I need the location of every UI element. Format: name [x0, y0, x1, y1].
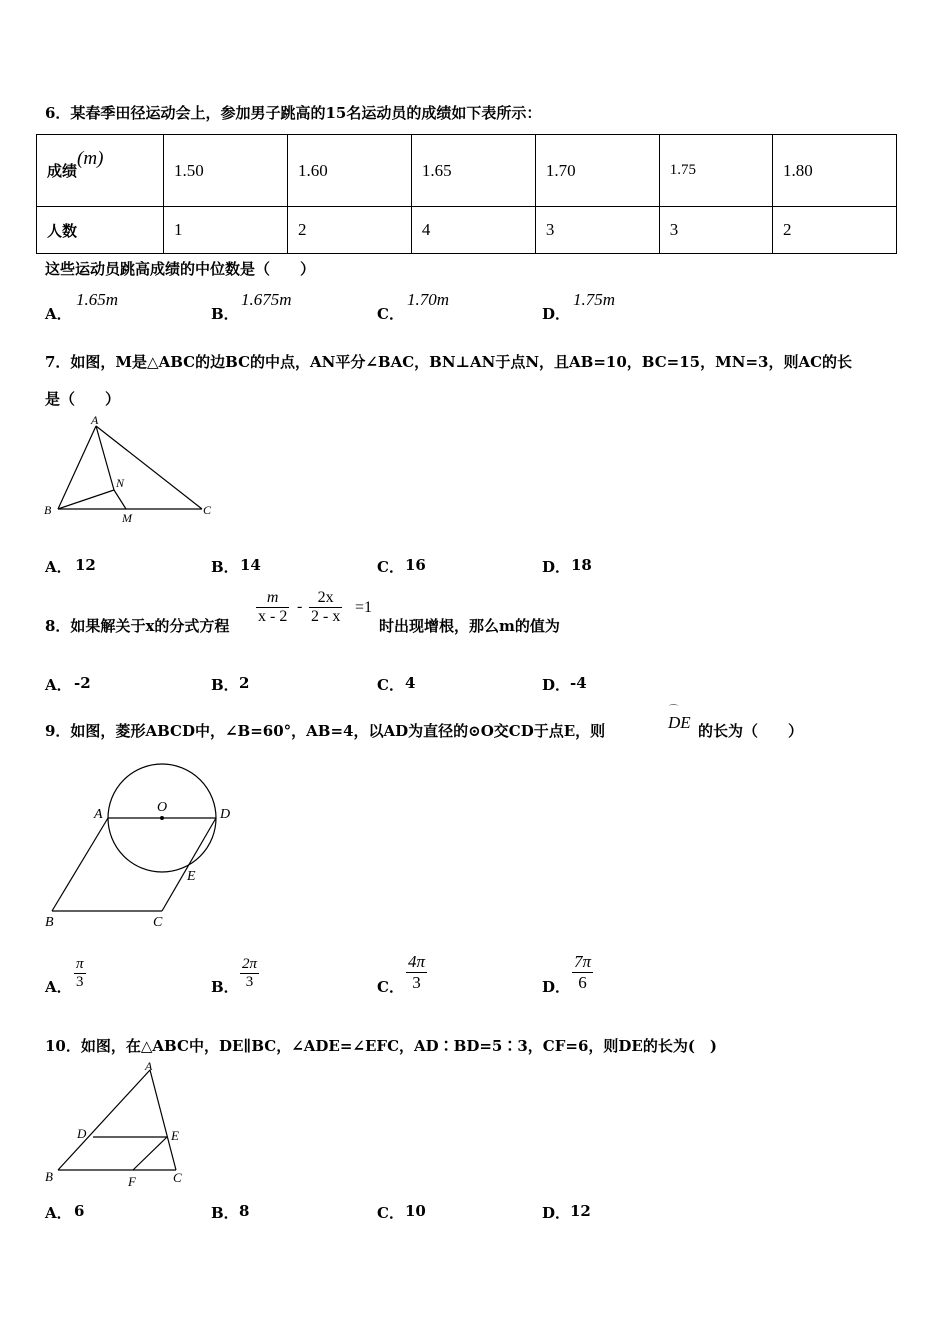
q8-option-c-value: 4	[405, 674, 416, 692]
q8-stem-before: 8．如果解关于x的分式方程	[45, 617, 230, 635]
table-cell: 1	[164, 207, 288, 254]
q6-score-table	[36, 134, 897, 254]
q8-fraction-1	[256, 589, 289, 626]
q6-option-a-label: A．	[45, 305, 72, 323]
row1-label: 成绩	[47, 161, 78, 180]
q8-option-a-label: A．	[45, 676, 72, 694]
q7-option-c-label: C．	[377, 558, 404, 576]
q9-option-a-fraction	[74, 956, 86, 991]
q9-option-c-label: C．	[377, 978, 404, 996]
q9-option-c-fraction	[406, 952, 427, 993]
q10-stem: 10．如图，在△ABC中，DE∥BC，∠ADE=∠EFC，AD∶BD=5∶3，CF=6，则DE的长为( )	[45, 1037, 718, 1055]
q9-option-a-label: A．	[45, 978, 72, 996]
segment-ef	[133, 1137, 167, 1170]
q9-option-b-fraction	[240, 956, 259, 991]
segment-ab	[58, 1070, 150, 1170]
label-a: A	[145, 1060, 153, 1073]
q8-stem-after: 时出现增根，那么m的值为	[379, 617, 560, 635]
table-cell: 4	[411, 207, 535, 254]
q6-option-d-value: 1.75m	[573, 290, 616, 309]
q9-stem-after: 的长为（ ）	[698, 722, 804, 740]
q7-triangle-figure	[40, 412, 230, 527]
fraction-numerator: 4π	[408, 952, 426, 971]
label-b: B	[45, 915, 54, 930]
q9-option-b-label: B．	[211, 978, 239, 996]
table-cell: 1.50	[164, 135, 288, 207]
q10-option-c-value: 10	[405, 1202, 426, 1220]
q8-minus: -	[297, 598, 303, 615]
q8-frac2-den: 2 - x	[311, 608, 341, 625]
segment-ac	[150, 1070, 176, 1170]
q8-option-b-value: 2	[239, 674, 250, 692]
q7-option-d-label: D．	[542, 558, 571, 576]
label-f: F	[128, 1174, 136, 1189]
label-e: E	[171, 1128, 179, 1143]
arc-mark-icon: ⌒	[669, 705, 679, 715]
table-cell: 1.75	[659, 135, 772, 207]
q7-option-b-value: 14	[240, 556, 261, 574]
q6-option-c-value: 1.70m	[407, 290, 450, 309]
q8-option-d-label: D．	[542, 676, 571, 694]
label-c: C	[173, 1170, 182, 1185]
q10-option-d-label: D．	[542, 1204, 571, 1222]
fraction-numerator: 2π	[242, 956, 258, 972]
q8-option-d-value: -4	[570, 674, 587, 692]
table-cell: 2	[287, 207, 411, 254]
table-cell: 1.65	[411, 135, 535, 207]
q9-stem-before: 9．如图，菱形ABCD中，∠B=60°，AB=4，以AD为直径的⊙O交CD于点E，则	[45, 722, 606, 740]
label-d: D	[77, 1126, 87, 1141]
segment-nm	[114, 490, 126, 509]
table-row	[37, 207, 897, 254]
q8-option-b-label: B．	[211, 676, 239, 694]
table-cell: 2	[773, 207, 897, 254]
q10-option-b-value: 8	[239, 1202, 250, 1220]
fraction-denominator: 3	[76, 974, 84, 990]
label-c: C	[153, 915, 163, 930]
q7-option-a-label: A．	[45, 558, 72, 576]
label-a: A	[91, 413, 99, 427]
segment-ac	[96, 426, 202, 509]
q8-equals: =1	[355, 599, 373, 616]
q8-frac1-num: m	[256, 589, 289, 608]
q7-option-d-value: 18	[571, 556, 592, 574]
q10-option-b-label: B．	[211, 1204, 239, 1222]
q7-stem-line2: 是（ ）	[45, 390, 121, 408]
q6-option-a-value: 1.65m	[76, 290, 119, 309]
label-c: C	[203, 503, 212, 517]
q6-option-c-label: C．	[377, 305, 404, 323]
label-n: N	[116, 476, 125, 490]
fraction-denominator: 3	[412, 973, 421, 992]
q10-option-a-label: A．	[45, 1204, 72, 1222]
q10-triangle-figure	[40, 1060, 200, 1195]
q8-frac1-den: x - 2	[258, 608, 288, 625]
q8-fraction-2	[309, 589, 342, 626]
q9-rhombus-figure	[40, 755, 250, 935]
segment-ab	[52, 818, 108, 911]
fraction-denominator: 6	[578, 973, 587, 992]
q10-option-a-value: 6	[74, 1202, 85, 1220]
table-cell: 1.70	[535, 135, 659, 207]
q10-option-d-value: 12	[570, 1202, 591, 1220]
label-b: B	[45, 1169, 53, 1184]
q6-option-b-value: 1.675m	[241, 290, 292, 309]
segment-an	[96, 426, 114, 490]
q8-frac2-num: 2x	[309, 589, 342, 608]
table-cell: 3	[535, 207, 659, 254]
label-o: O	[157, 800, 168, 815]
label-m: M	[122, 511, 132, 525]
segment-ab	[58, 426, 96, 509]
label-b: B	[44, 503, 52, 517]
q6-option-b-label: B．	[211, 305, 239, 323]
q9-option-d-fraction	[572, 952, 593, 993]
label-e: E	[187, 869, 196, 884]
q10-option-c-label: C．	[377, 1204, 404, 1222]
q8-option-c-label: C．	[377, 676, 404, 694]
row1-unit: (m)	[77, 147, 104, 169]
fraction-denominator: 3	[245, 974, 254, 990]
q9-arc-label: DE	[668, 713, 691, 732]
table-cell: 1.60	[287, 135, 411, 207]
table-cell: 1.80	[773, 135, 897, 207]
segment-cd	[162, 818, 216, 911]
fraction-numerator: 7π	[574, 952, 592, 971]
q6-question: 这些运动员跳高成绩的中位数是（ ）	[45, 260, 316, 278]
q8-option-a-value: -2	[74, 674, 91, 692]
q7-option-c-value: 16	[405, 556, 426, 574]
segment-bn	[58, 490, 114, 509]
q7-stem-line1: 7．如图，M是△ABC的边BC的中点，AN平分∠BAC，BN⊥AN于点N，且AB=10，BC=15，MN=3，则AC的长	[45, 353, 853, 371]
table-cell: 3	[659, 207, 772, 254]
q7-option-a-value: 12	[75, 556, 96, 574]
fraction-numerator: π	[76, 956, 84, 972]
label-d: D	[220, 807, 231, 822]
q6-option-d-label: D．	[542, 305, 571, 323]
q6-stem: 6．某春季田径运动会上，参加男子跳高的15名运动员的成绩如下表所示：	[45, 104, 542, 122]
table-row	[37, 135, 897, 207]
q9-option-d-label: D．	[542, 978, 571, 996]
label-a: A	[94, 807, 103, 822]
table-header-cell	[37, 135, 164, 207]
row2-label: 人数	[37, 207, 164, 254]
q7-option-b-label: B．	[211, 558, 239, 576]
center-point	[160, 816, 164, 820]
